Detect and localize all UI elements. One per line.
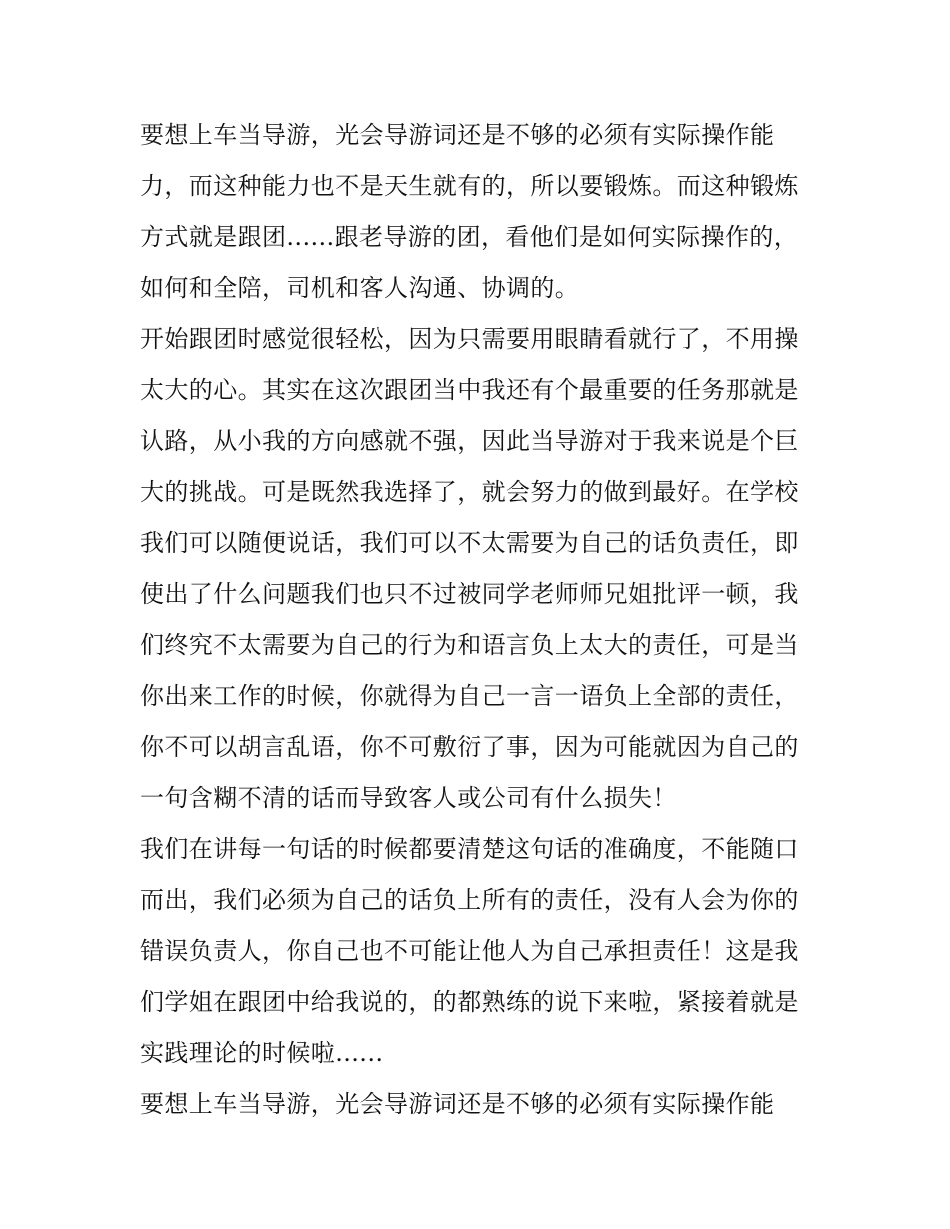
text-line: 错误负责人，你自己也不可能让他人为自己承担责任！这是我 xyxy=(140,937,799,965)
text-line: 力，而这种能力也不是天生就有的，所以要锻炼。而这种锻炼 xyxy=(140,172,799,200)
text-line: 你出来工作的时候，你就得为自己一言一语负上全部的责任， xyxy=(140,682,799,710)
text-line: 实践理论的时候啦...... xyxy=(140,1039,384,1067)
text-line: 太大的心。其实在这次跟团当中我还有个最重要的任务那就是 xyxy=(140,376,799,404)
text-line: 使出了什么问题我们也只不过被同学老师师兄姐批评一顿，我 xyxy=(140,580,799,608)
text-line: 们学姐在跟团中给我说的，的都熟练的说下来啦，紧接着就是 xyxy=(140,988,799,1016)
text-line: 要想上车当导游，光会导游词还是不够的必须有实际操作能 xyxy=(140,1090,775,1118)
text-line: 如何和全陪，司机和客人沟通、协调的。 xyxy=(140,274,580,302)
text-line: 而出，我们必须为自己的话负上所有的责任，没有人会为你的 xyxy=(140,886,799,914)
text-line: 我们在讲每一句话的时候都要清楚这句话的准确度，不能随口 xyxy=(140,835,799,863)
text-line: 认路，从小我的方向感就不强，因此当导游对于我来说是个巨 xyxy=(140,427,799,455)
text-line: 大的挑战。可是既然我选择了，就会努力的做到最好。在学校 xyxy=(140,478,799,506)
text-line: 一句含糊不清的话而导致客人或公司有什么损失！ xyxy=(140,784,677,812)
text-line: 开始跟团时感觉很轻松，因为只需要用眼睛看就行了，不用操 xyxy=(140,325,799,353)
text-line: 你不可以胡言乱语，你不可敷衍了事，因为可能就因为自己的 xyxy=(140,733,799,761)
text-line: 我们可以随便说话，我们可以不太需要为自己的话负责任，即 xyxy=(140,529,799,557)
document-body xyxy=(140,110,830,1130)
text-line: 们终究不太需要为自己的行为和语言负上太大的责任，可是当 xyxy=(140,631,799,659)
text-line: 要想上车当导游，光会导游词还是不够的必须有实际操作能 xyxy=(140,121,775,149)
text-line: 方式就是跟团......跟老导游的团，看他们是如何实际操作的， xyxy=(140,223,799,251)
